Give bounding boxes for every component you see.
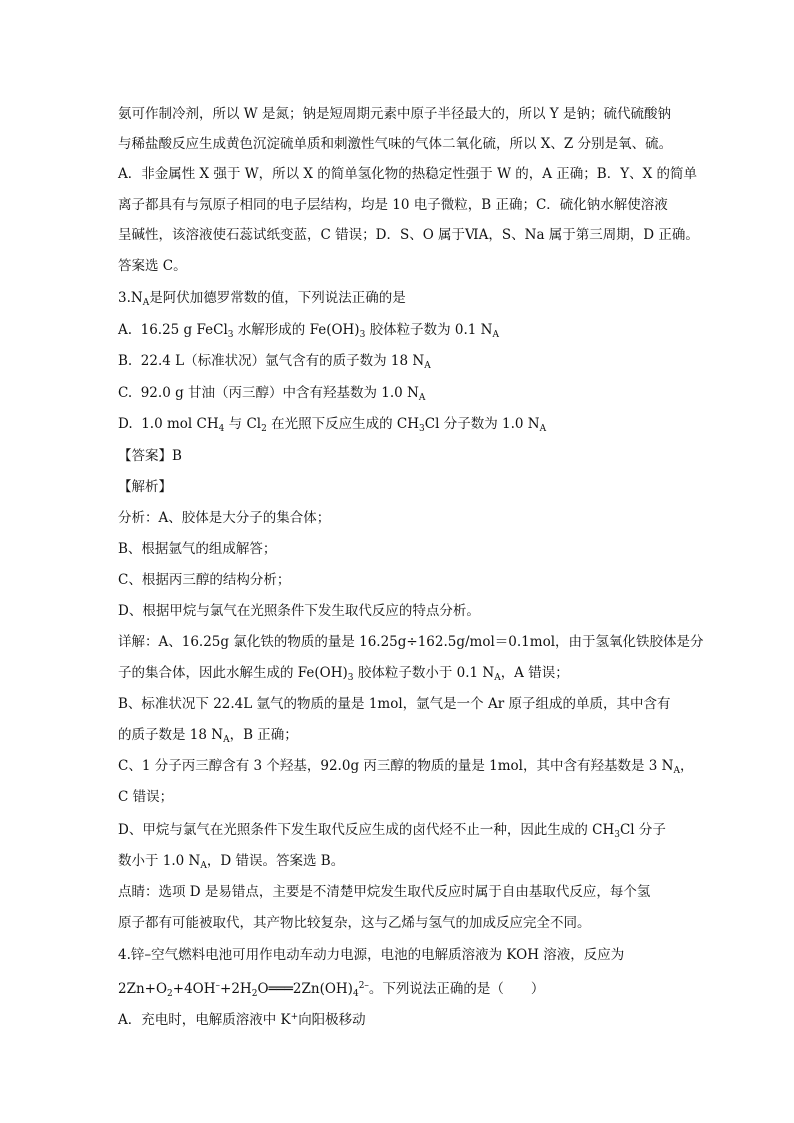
text-line: A．非金属性 X 强于 W，所以 X 的简单氢化物的热稳定性强于 W 的，A 正确；B．Y、X 的简单 <box>118 166 698 182</box>
text-line: B、标准状况下 22.4L 氩气的物质的量是 1mol，氩气是一个 Ar 原子组成的单质，其中含有 <box>118 696 671 712</box>
text-line: D、甲烷与氯气在光照条件下发生取代反应生成的卤代烃不止一种，因此生成的 $CH_3Cl$ 分子 <box>118 822 666 840</box>
text-line: 数小于 1.0 $N_A$，D 错误。答案选 B。 <box>118 853 345 871</box>
question-3-stem: $3.N_A$是阿伏加德罗常数的值，下列说法正确的是 <box>118 290 406 308</box>
text-line: 的质子数是 18 $N_A$，B 正确； <box>118 727 298 745</box>
question-3-option-d: D. 1.0 mol $CH_4$ 与 $Cl_2$ 在光照下反应生成的 $CH_3Cl$ 分子数为 1.0 $N_A$ <box>118 416 547 434</box>
question-3-option-a: A. 16.25 g FeCl$_3$ 水解形成的 $Fe(OH)_3$ 胶体粒子数为 0.1 $N_A$ <box>118 322 499 340</box>
text-line: 子的集合体，因此水解生成的 $Fe(OH)_3$ 胶体粒子数小于 0.1 $N_A$，A 错误； <box>118 665 569 683</box>
question-3-option-c: C. 92.0 g 甘油（丙三醇）中含有羟基数为 1.0 $N_A$ <box>118 385 426 403</box>
question-4-option-a: A．充电时，电解质溶液中 K+向阳极移动 <box>118 1012 366 1028</box>
text-line: D、根据甲烷与氯气在光照条件下发生取代反应的特点分析。 <box>118 603 480 619</box>
text-line: 氨可作制冷剂，所以 W 是氮；钠是短周期元素中原子半径最大的，所以 Y 是钠；硫代硫酸钠 <box>118 106 671 122</box>
text-line: C、1 分子丙三醇含有 3 个羟基，92.0g 丙三醇的物质的量是 1mol，其中含有羟基数是 3 $N_A$， <box>118 758 694 776</box>
analysis-heading: 【解析】 <box>118 479 172 495</box>
text-line: 详解：A、16.25g 氯化铁的物质的量是 16.25g÷162.5g/mol＝0.1mol，由于氢氧化铁胶体是分 <box>118 634 704 650</box>
text-line: 答案选 C。 <box>118 258 187 274</box>
text-line: 分析：A、胶体是大分子的集合体； <box>118 510 331 526</box>
text-line: 呈碱性，该溶液使石蕊试纸变蓝，C 错误；D．S、O 属于ⅥA，S、Na 属于第三周期，D 正确。 <box>118 227 699 243</box>
question-4-equation: $2Zn+O_2+4OH^-+2H_2O═══2Zn(OH)_4^{2-}$。下列说法正确的是（ ） <box>118 981 545 999</box>
note-line: 点睛：选项 D 是易错点，主要是不清楚甲烷发生取代反应时属于自由基取代反应，每个氢 <box>118 884 651 900</box>
note-line: 原子都有可能被取代，其产物比较复杂，这与乙烯与氢气的加成反应完全不同。 <box>118 915 591 931</box>
question-3-option-b: B. 22.4 L（标准状况）氩气含有的质子数为 18 $N_A$ <box>118 353 431 371</box>
text-line: C 错误； <box>118 789 174 805</box>
text-line: 与稀盐酸反应生成黄色沉淀硫单质和刺激性气味的气体二氧化硫，所以 X、Z 分别是氧、硫。 <box>118 136 673 152</box>
text-line: B、根据氩气的组成解答； <box>118 541 277 557</box>
text-line: C、根据丙三醇的结构分析； <box>118 572 291 588</box>
text-line: 离子都具有与氖原子相同的电子层结构，均是 10 电子微粒，B 正确；C．硫化钠水解使溶液 <box>118 197 668 213</box>
question-4-stem: 4.锌–空气燃料电池可用作电动车动力电源，电池的电解质溶液为 KOH 溶液，反应为 <box>118 947 625 963</box>
answer-label: 【答案】B <box>118 448 182 464</box>
